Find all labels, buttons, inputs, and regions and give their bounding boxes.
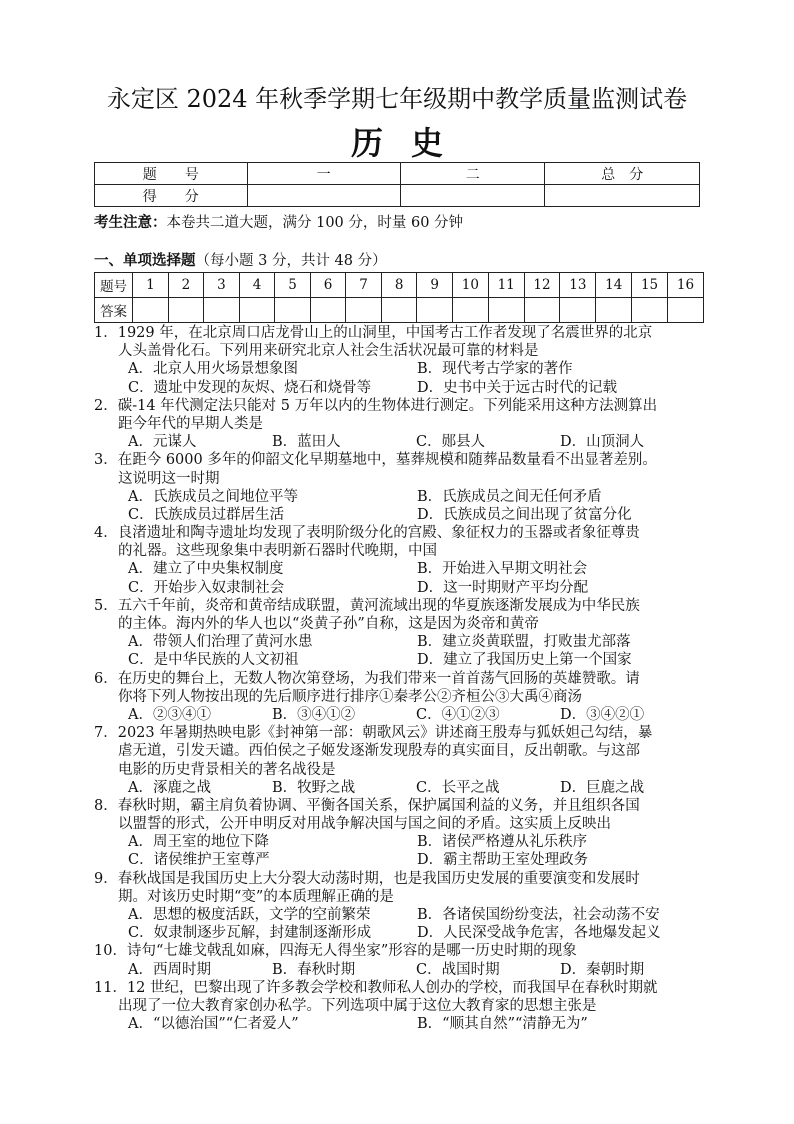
section-heading — [94, 251, 387, 271]
option-row — [94, 706, 714, 724]
answer-option[interactable]: B．诸侯严格遵从礼乐秩序 — [417, 834, 588, 851]
answer-table — [94, 272, 704, 323]
score-value-row — [95, 185, 700, 207]
score-cell: 得 分 — [95, 185, 248, 207]
answer-option[interactable]: A．北京人用火场景想象图 — [128, 361, 298, 378]
answer-option[interactable]: C．战国时期 — [416, 961, 500, 978]
answer-option[interactable]: B．现代考古学家的著作 — [417, 361, 573, 378]
answer-option[interactable]: B．春秋时期 — [272, 961, 356, 978]
question-stem: 7．2023 年暑期热映电影《封神第一部：朝歌风云》讲述商王殷寿与狐妖妲己勾结，暴 — [94, 725, 653, 742]
answer-number-cell: 6 — [310, 273, 346, 298]
answer-option[interactable]: C．④①②③ — [416, 706, 500, 723]
question-item — [94, 397, 714, 452]
answer-option[interactable]: A．氏族成员之间地位平等 — [128, 488, 298, 505]
answer-box-cell[interactable] — [417, 298, 453, 323]
question-item — [94, 597, 714, 670]
score-header-row — [95, 163, 700, 185]
answer-option[interactable]: C．开始步入奴隶制社会 — [128, 579, 285, 596]
answer-box-cell[interactable] — [560, 298, 596, 323]
section-title: 一、单项选择题 — [94, 252, 196, 269]
score-input-cell[interactable] — [545, 185, 700, 207]
question-item — [94, 670, 714, 725]
answer-number-cell: 2 — [168, 273, 204, 298]
answer-box-cell[interactable] — [239, 298, 275, 323]
question-stem: 10．诗句“七雄戈戟乱如麻，四海无人得坐家”形容的是哪一历史时期的现象 — [94, 943, 577, 960]
answer-option[interactable]: D．史书中关于远古时代的记载 — [417, 379, 618, 396]
question-stem-continued: 虐无道，引发天谴。西伯侯之子姬发逐渐发现殷寿的真实面目，反出朝歌。与这部 — [118, 743, 640, 760]
question-item — [94, 979, 714, 1034]
answer-number-cell: 4 — [239, 273, 275, 298]
answer-option[interactable]: B．氏族成员之间无任何矛盾 — [417, 488, 602, 505]
answer-box-cell[interactable] — [133, 298, 169, 323]
question-item — [94, 870, 714, 943]
answer-number-cell: 7 — [346, 273, 382, 298]
answer-box-cell[interactable] — [667, 298, 703, 323]
answer-option[interactable]: A．建立了中央集权制度 — [128, 561, 284, 578]
answer-option[interactable]: C．诸侯维护王室尊严 — [128, 852, 270, 869]
answer-option[interactable]: D．③④②① — [560, 706, 645, 723]
answer-option[interactable]: C．是中华民族的人文初祖 — [128, 652, 299, 669]
question-stem: 11．12 世纪，巴黎出现了许多教会学校和教师私人创办的学校，而我国早在春秋时期就 — [94, 979, 658, 996]
answer-option[interactable]: A．“以德治国”“仁者爱人” — [128, 1016, 299, 1033]
answer-box-cell[interactable] — [381, 298, 417, 323]
question-stem: 5．五六千年前，炎帝和黄帝结成联盟，黄河流域出现的华夏族逐渐发展成为中华民族 — [94, 597, 640, 614]
question-stem-continued: 出现了一位大教育家创办私学。下列选项中属于这位大教育家的思想主张是 — [118, 997, 597, 1014]
option-row — [94, 1015, 714, 1033]
question-stem-continued: 的主体。海内外的华人也以“炎黄子孙”自称，这是因为炎帝和黄帝 — [118, 616, 539, 632]
answer-option[interactable]: B．③④①② — [272, 706, 356, 723]
option-row — [94, 579, 714, 597]
answer-box-cell[interactable] — [310, 298, 346, 323]
answer-option[interactable]: A．西周时期 — [128, 961, 211, 978]
score-cell: 总 分 — [545, 163, 700, 185]
score-input-cell[interactable] — [247, 185, 400, 207]
answer-option[interactable]: D．秦朝时期 — [560, 961, 645, 978]
answer-option[interactable]: A．②③④① — [128, 706, 211, 723]
answer-number-cell: 15 — [632, 273, 668, 298]
question-stem-continued: 的礼器。这些现象集中表明新石器时代晚期，中国 — [118, 543, 437, 560]
answer-option[interactable]: B．建立炎黄联盟，打败蚩尤部落 — [417, 634, 631, 651]
option-row — [94, 433, 714, 451]
answer-box-cell[interactable] — [204, 298, 240, 323]
answer-option[interactable]: C．奴隶制逐步瓦解，封建制逐渐形成 — [128, 925, 372, 942]
option-row — [94, 651, 714, 669]
question-stem: 8．春秋时期，霸主肩负着协调、平衡各国关系，保护属国利益的义务，并且组织各国 — [94, 797, 640, 814]
answer-option[interactable]: C．长平之战 — [416, 779, 500, 796]
question-stem-continued: 以盟誓的形式，公开申明反对用战争解决国与国之间的矛盾。这实质上反映出 — [118, 816, 611, 833]
notice-label: 考生注意： — [94, 214, 167, 231]
answer-number-cell: 5 — [275, 273, 311, 298]
answer-number-cell: 10 — [452, 273, 488, 298]
exam-title: 永定区 2024 年秋季学期七年级期中教学质量监测试卷 — [106, 85, 688, 113]
option-row — [94, 360, 714, 378]
question-stem-continued: 人头盖骨化石。下列用来研究北京人社会生活状况最可靠的材料是 — [118, 343, 539, 360]
answer-option[interactable]: D．人民深受战争危害，各地爆发起义 — [417, 925, 661, 942]
answer-option[interactable]: D．氏族成员之间出现了贫富分化 — [417, 506, 632, 523]
answer-row-label: 题号 — [95, 273, 133, 298]
answer-number-cell: 8 — [381, 273, 417, 298]
answer-number-cell: 3 — [204, 273, 240, 298]
answer-option[interactable]: A．思想的极度活跃，文学的空前繁荣 — [128, 907, 371, 923]
question-stem-continued: 你将下列人物按出现的先后顺序进行排序①秦孝公②齐桓公③大禹④商汤 — [118, 688, 582, 705]
answer-row-label: 答案 — [95, 298, 133, 323]
question-item — [94, 797, 714, 870]
answer-option[interactable]: D．这一时期财产平均分配 — [417, 579, 589, 596]
score-cell: 一 — [247, 163, 400, 185]
answer-option[interactable]: A．周王室的地位下降 — [128, 834, 269, 851]
answer-option[interactable]: A．元谋人 — [128, 434, 197, 451]
exam-notice — [94, 212, 463, 234]
answer-box-cell[interactable] — [596, 298, 632, 323]
question-list — [94, 324, 714, 1033]
answer-option[interactable]: B．各诸侯国纷纷变法，社会动荡不安 — [417, 907, 660, 923]
score-table — [94, 162, 700, 207]
option-row — [94, 633, 714, 651]
option-row — [94, 379, 714, 397]
option-row — [94, 924, 714, 942]
question-stem-continued: 电影的历史背景相关的著名战役是 — [118, 761, 336, 778]
score-cell: 题 号 — [95, 163, 248, 185]
question-item — [94, 942, 714, 978]
answer-box-cell[interactable] — [452, 298, 488, 323]
option-row — [94, 506, 714, 524]
answer-box-cell[interactable] — [168, 298, 204, 323]
answer-box-cell[interactable] — [524, 298, 560, 323]
question-item — [94, 524, 714, 597]
answer-option[interactable]: C．遗址中发现的灰烬、烧石和烧骨等 — [128, 379, 372, 396]
answer-option[interactable]: D．山顶洞人 — [560, 434, 645, 451]
answer-box-cell[interactable] — [275, 298, 311, 323]
answer-box-cell[interactable] — [488, 298, 524, 323]
question-stem: 4．良渚遗址和陶寺遗址均发现了表明阶级分化的宫殿、象征权力的玉器或者象征尊贵 — [94, 525, 640, 542]
answer-number-cell: 1 — [133, 273, 169, 298]
answer-box-cell[interactable] — [346, 298, 382, 323]
score-cell: 二 — [401, 163, 545, 185]
answer-number-cell: 16 — [667, 273, 703, 298]
answer-number-cell: 13 — [560, 273, 596, 298]
notice-text: 本卷共二道大题，满分 100 分，时量 60 分钟 — [166, 215, 464, 231]
answer-option[interactable]: B．开始进入早期文明社会 — [417, 561, 588, 578]
answer-number-row — [95, 273, 704, 298]
answer-option[interactable]: A．带领人们治理了黄河水患 — [128, 634, 313, 651]
option-row — [94, 779, 714, 797]
option-row — [94, 961, 714, 979]
question-stem: 1．1929 年，在北京周口店龙骨山上的山洞里，中国考古工作者发现了名震世界的北京 — [94, 325, 653, 341]
question-stem-continued: 距今年代的早期人类是 — [118, 415, 263, 432]
answer-number-cell: 14 — [596, 273, 632, 298]
answer-box-row — [95, 298, 704, 323]
answer-box-cell[interactable] — [632, 298, 668, 323]
option-row — [94, 906, 714, 924]
answer-option[interactable]: B．牧野之战 — [272, 779, 356, 796]
answer-option[interactable]: D．霸主帮助王室处理政务 — [417, 852, 589, 869]
answer-option[interactable]: A．涿鹿之战 — [128, 779, 211, 796]
subject-title: 历史 — [350, 124, 471, 162]
answer-option[interactable]: B．“顺其自然”“清静无为” — [417, 1016, 588, 1033]
answer-option[interactable]: B．蓝田人 — [272, 434, 341, 451]
answer-option[interactable]: D．建立了我国历史上第一个国家 — [417, 652, 632, 669]
answer-option[interactable]: C．郧县人 — [416, 434, 486, 451]
option-row — [94, 833, 714, 851]
answer-number-cell: 11 — [488, 273, 524, 298]
question-stem-continued: 这说明这一时期 — [118, 470, 220, 487]
question-stem: 3．在距今 6000 多年的仰韶文化早期墓地中，墓葬规模和随葬品数量看不出显著差别。 — [94, 452, 657, 469]
question-item — [94, 451, 714, 524]
score-input-cell[interactable] — [401, 185, 545, 207]
question-stem-continued: 期。对该历史时期“变”的本质理解正确的是 — [118, 888, 394, 905]
answer-number-cell: 9 — [417, 273, 453, 298]
answer-option[interactable]: D．巨鹿之战 — [560, 779, 645, 796]
question-stem: 2．碳-14 年代测定法只能对 5 万年以内的生物体进行测定。下列能采用这种方法测算出 — [94, 397, 658, 414]
question-stem: 9．春秋战国是我国历史上大分裂大动荡时期，也是我国历史发展的重要演变和发展时 — [94, 870, 640, 887]
answer-number-cell: 12 — [524, 273, 560, 298]
option-row — [94, 851, 714, 869]
answer-option[interactable]: C．氏族成员过群居生活 — [128, 506, 285, 523]
section-note: （每小题 3 分，共计 48 分） — [195, 253, 387, 269]
option-row — [94, 488, 714, 506]
question-item — [94, 324, 714, 397]
question-item — [94, 724, 714, 797]
option-row — [94, 560, 714, 578]
question-stem: 6．在历史的舞台上，无数人物次第登场，为我们带来一首首荡气回肠的英雄赞歌。请 — [94, 670, 640, 687]
